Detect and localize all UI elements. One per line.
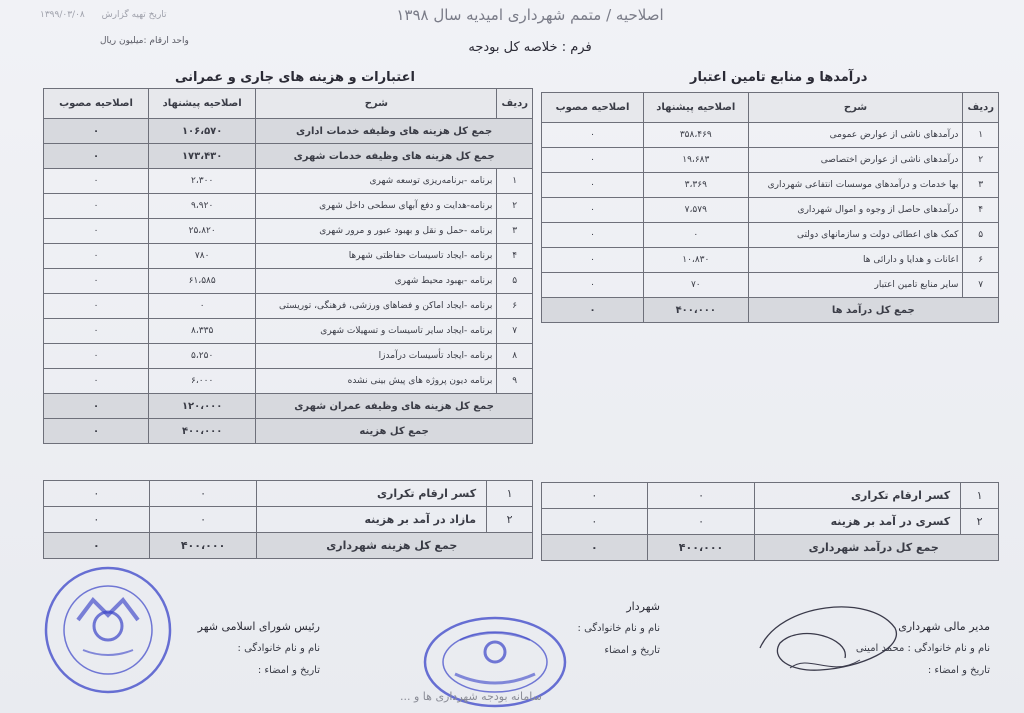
- proposed-value-cell: ۷۸۰: [149, 244, 256, 269]
- revenue-total-row: [542, 298, 999, 323]
- approved-value-cell: ۰: [44, 269, 149, 294]
- row-number-cell: ۳: [963, 173, 999, 198]
- grand-total-row: [44, 419, 533, 444]
- row-number-cell: ۱: [961, 483, 999, 509]
- admin-total-row: [44, 119, 533, 144]
- row-number-cell: ۷: [963, 273, 999, 298]
- mayor-role: شهردار: [626, 600, 660, 613]
- total-approved-cell: ۰: [44, 394, 149, 419]
- proposed-value-cell: ۱۹،۶۸۳: [644, 148, 749, 173]
- row-number-cell: ۱: [497, 169, 533, 194]
- summary-total-row: [44, 533, 533, 559]
- col-header-proposed: اصلاحیه پیشنهاد: [644, 93, 749, 123]
- council-name: نام و نام خانوادگی :: [237, 643, 320, 654]
- approved-value-cell: ۰: [44, 369, 149, 394]
- proposed-value-cell: ۰: [647, 483, 755, 509]
- table-row: [542, 173, 999, 198]
- revenue-summary-table: [541, 482, 999, 561]
- approved-value-cell: ۰: [44, 507, 150, 533]
- table-row: [542, 483, 999, 509]
- row-number-cell: ۱: [487, 481, 533, 507]
- proposed-value-cell: ۰: [149, 481, 257, 507]
- col-header-row: ردیف: [963, 93, 999, 123]
- approved-value-cell: ۰: [542, 123, 644, 148]
- proposed-value-cell: ۰: [149, 507, 257, 533]
- mayor-name: نام و نام خانوادگی :: [577, 623, 660, 634]
- proposed-value-cell: ۶،۰۰۰: [149, 369, 256, 394]
- row-number-cell: ۷: [497, 319, 533, 344]
- report-date-label: تاریخ تهیه گزارش: [101, 10, 167, 20]
- total-approved-cell: ۰: [44, 119, 149, 144]
- proposed-value-cell: ۳۵۸،۴۶۹: [644, 123, 749, 148]
- table-row: [44, 319, 533, 344]
- table-row: [542, 223, 999, 248]
- total-label-cell: جمع کل درآمد ها: [748, 298, 998, 323]
- total-approved-cell: ۰: [44, 144, 149, 169]
- total-approved-cell: ۰: [44, 533, 150, 559]
- description-cell: برنامه -ایجاد اماکن و فضاهای ورزشی، فرهنگی، توریستی: [256, 294, 497, 319]
- total-proposed-cell: ۴۰۰،۰۰۰: [644, 298, 749, 323]
- footer-note: سامانه بودجه شهرداری ها و ...: [400, 690, 542, 703]
- total-label-cell: جمع کل هزینه های وظیفه عمران شهری: [256, 394, 533, 419]
- total-label-cell: جمع کل هزینه: [256, 419, 533, 444]
- approved-value-cell: ۰: [542, 198, 644, 223]
- table-row: [542, 198, 999, 223]
- description-cell: درآمدهای ناشی از عوارض عمومی: [748, 123, 963, 148]
- finance-name: نام و نام خانوادگی : محمد امینی: [855, 643, 990, 654]
- finance-handwritten-signature: [750, 598, 910, 688]
- approved-value-cell: ۰: [542, 223, 644, 248]
- table-row: [44, 369, 533, 394]
- revenue-section-title: درآمدها و منابع تامین اعتبار: [690, 70, 868, 85]
- proposed-value-cell: ۷۰: [644, 273, 749, 298]
- council-role: رئیس شورای اسلامی شهر: [197, 620, 320, 633]
- total-proposed-cell: ۴۰۰،۰۰۰: [149, 419, 256, 444]
- row-number-cell: ۹: [497, 369, 533, 394]
- total-proposed-cell: ۱۷۳،۴۳۰: [149, 144, 256, 169]
- description-cell: برنامه-هدایت و دفع آبهای سطحی داخل شهری: [256, 194, 497, 219]
- row-number-cell: ۸: [497, 344, 533, 369]
- description-cell: برنامه -بهبود محیط شهری: [256, 269, 497, 294]
- table-row: [44, 294, 533, 319]
- form-title: فرم : خلاصه کل بودجه: [468, 40, 592, 55]
- report-date-value: ۱۳۹۹/۰۳/۰۸: [40, 10, 85, 20]
- city-total-row: [44, 144, 533, 169]
- row-number-cell: ۴: [963, 198, 999, 223]
- row-number-cell: ۶: [497, 294, 533, 319]
- approved-value-cell: ۰: [542, 248, 644, 273]
- table-row: [542, 509, 999, 535]
- approved-value-cell: ۰: [44, 219, 149, 244]
- total-label-cell: جمع کل درآمد شهرداری: [755, 535, 999, 561]
- total-proposed-cell: ۱۰۶،۵۷۰: [149, 119, 256, 144]
- description-cell: اعانات و هدایا و دارائی ها: [748, 248, 963, 273]
- total-label-cell: جمع کل هزینه های وظیفه خدمات شهری: [256, 144, 533, 169]
- table-row: [44, 481, 533, 507]
- mayor-date: تاریخ و امضاء: [604, 645, 660, 656]
- row-number-cell: ۲: [497, 194, 533, 219]
- table-row: [542, 273, 999, 298]
- proposed-value-cell: ۲،۳۰۰: [149, 169, 256, 194]
- row-number-cell: ۶: [963, 248, 999, 273]
- col-header-approved: اصلاحیه مصوب: [542, 93, 644, 123]
- table-row: [44, 194, 533, 219]
- table-row: [44, 344, 533, 369]
- col-header-proposed: اصلاحیه پیشنهاد: [149, 89, 256, 119]
- total-proposed-cell: ۴۰۰،۰۰۰: [149, 533, 257, 559]
- description-cell: سایر منابع تامین اعتبار: [748, 273, 963, 298]
- col-header-desc: شرح: [748, 93, 963, 123]
- description-cell: کسر ارقام تکراری: [755, 483, 961, 509]
- row-number-cell: ۴: [497, 244, 533, 269]
- description-cell: بها خدمات و درآمدهای موسسات انتفاعی شهرداری: [748, 173, 963, 198]
- total-proposed-cell: ۱۲۰،۰۰۰: [149, 394, 256, 419]
- proposed-value-cell: ۷،۵۷۹: [644, 198, 749, 223]
- description-cell: برنامه دیون پروژه های پیش بینی نشده: [256, 369, 497, 394]
- proposed-value-cell: ۵،۲۵۰: [149, 344, 256, 369]
- description-cell: درآمدهای ناشی از عوارض اختصاصی: [748, 148, 963, 173]
- total-label-cell: جمع کل هزینه های وظیفه خدمات اداری: [256, 119, 533, 144]
- row-number-cell: ۳: [497, 219, 533, 244]
- approved-value-cell: ۰: [542, 273, 644, 298]
- row-number-cell: ۵: [963, 223, 999, 248]
- col-header-row: ردیف: [497, 89, 533, 119]
- approved-value-cell: ۰: [542, 148, 644, 173]
- report-date: [40, 10, 167, 20]
- expense-header-row: [44, 89, 533, 119]
- proposed-value-cell: ۶۱،۵۸۵: [149, 269, 256, 294]
- council-seal-stamp: [38, 560, 178, 700]
- col-header-desc: شرح: [256, 89, 497, 119]
- table-row: [44, 219, 533, 244]
- proposed-value-cell: ۰: [149, 294, 256, 319]
- proposed-value-cell: ۳،۳۶۹: [644, 173, 749, 198]
- proposed-value-cell: ۱۰،۸۳۰: [644, 248, 749, 273]
- expense-summary-table: [43, 480, 533, 559]
- col-header-approved: اصلاحیه مصوب: [44, 89, 149, 119]
- description-cell: برنامه -حمل و نقل و بهبود عبور و مرور شهری: [256, 219, 497, 244]
- description-cell: برنامه -برنامه‌ریزی توسعه شهری: [256, 169, 497, 194]
- description-cell: برنامه -ایجاد سایر تاسیسات و تسهیلات شهری: [256, 319, 497, 344]
- table-row: [542, 248, 999, 273]
- proposed-value-cell: ۰: [647, 509, 755, 535]
- total-proposed-cell: ۴۰۰،۰۰۰: [647, 535, 755, 561]
- table-row: [44, 269, 533, 294]
- proposed-value-cell: ۹،۹۲۰: [149, 194, 256, 219]
- table-row: [542, 148, 999, 173]
- row-number-cell: ۲: [961, 509, 999, 535]
- description-cell: کسری در آمد بر هزینه: [755, 509, 961, 535]
- row-number-cell: ۱: [963, 123, 999, 148]
- proposed-value-cell: ۲۵،۸۲۰: [149, 219, 256, 244]
- row-number-cell: ۲: [487, 507, 533, 533]
- approved-value-cell: ۰: [542, 509, 648, 535]
- approved-value-cell: ۰: [44, 294, 149, 319]
- table-row: [44, 244, 533, 269]
- row-number-cell: ۵: [497, 269, 533, 294]
- expense-section-title: اعتبارات و هزینه های جاری و عمرانی: [175, 70, 415, 85]
- table-row: [44, 169, 533, 194]
- approved-value-cell: ۰: [542, 173, 644, 198]
- document-title: اصلاحیه / متمم شهرداری امیدیه سال ۱۳۹۸: [396, 6, 664, 24]
- description-cell: کسر ارقام تکراری: [257, 481, 487, 507]
- expense-table: [43, 88, 533, 444]
- approved-value-cell: ۰: [44, 481, 150, 507]
- revenue-header-row: [542, 93, 999, 123]
- approved-value-cell: ۰: [44, 344, 149, 369]
- description-cell: درآمدهای حاصل از وجوه و اموال شهرداری: [748, 198, 963, 223]
- approved-value-cell: ۰: [44, 244, 149, 269]
- finance-date: تاریخ و امضاء :: [927, 665, 990, 676]
- description-cell: مازاد در آمد بر هزینه: [257, 507, 487, 533]
- finance-role: مدیر مالی شهرداری: [898, 620, 990, 633]
- summary-total-row: [542, 535, 999, 561]
- description-cell: کمک های اعطائی دولت و سازمانهای دولتی: [748, 223, 963, 248]
- approved-value-cell: ۰: [44, 169, 149, 194]
- description-cell: برنامه -ایجاد تاسیسات حفاظتی شهرها: [256, 244, 497, 269]
- table-row: [542, 123, 999, 148]
- proposed-value-cell: ۸،۳۳۵: [149, 319, 256, 344]
- approved-value-cell: ۰: [542, 483, 648, 509]
- total-approved-cell: ۰: [542, 298, 644, 323]
- total-label-cell: جمع کل هزینه شهرداری: [257, 533, 533, 559]
- approved-value-cell: ۰: [44, 194, 149, 219]
- description-cell: برنامه -ایجاد تأسیسات درآمدزا: [256, 344, 497, 369]
- unit-label: واحد ارقام :میلیون ریال: [100, 36, 189, 46]
- civil-total-row: [44, 394, 533, 419]
- council-date: تاریخ و امضاء :: [257, 665, 320, 676]
- total-approved-cell: ۰: [44, 419, 149, 444]
- total-approved-cell: ۰: [542, 535, 648, 561]
- row-number-cell: ۲: [963, 148, 999, 173]
- approved-value-cell: ۰: [44, 319, 149, 344]
- proposed-value-cell: ۰: [644, 223, 749, 248]
- table-row: [44, 507, 533, 533]
- revenue-table: [541, 92, 999, 323]
